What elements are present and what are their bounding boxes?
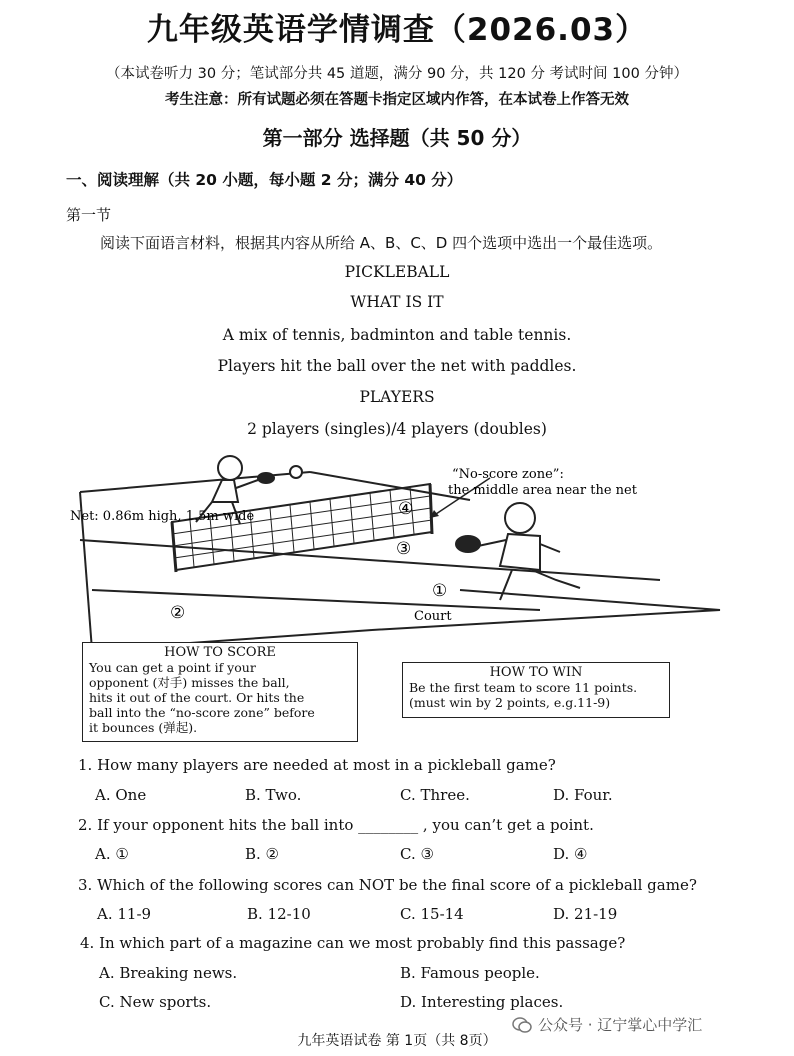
passage-desc-1: A mix of tennis, badminton and table tennis. <box>222 326 572 344</box>
how-to-score-box <box>82 642 358 742</box>
how-to-score-line: it bounces (弹起). <box>89 720 198 735</box>
question-4-option-a[interactable]: A. Breaking news. <box>99 964 238 982</box>
question-1-option-a[interactable]: A. One <box>95 786 147 804</box>
net-label: Net: 0.86m high, 1.5m wide <box>70 509 255 524</box>
question-2-stem: 2. If your opponent hits the ball into ________ , you can’t get a point. <box>78 816 594 834</box>
question-4-stem: 4. In which part of a magazine can we most probably find this passage? <box>80 934 626 952</box>
question-2-option-a[interactable]: A. ① <box>95 845 129 863</box>
exam-title: 九年级英语学情调查（2026.03） <box>146 12 648 48</box>
question-2-option-c[interactable]: C. ③ <box>400 845 434 863</box>
how-to-win-title: HOW TO WIN <box>489 665 583 680</box>
zone-mark-4: ④ <box>398 499 414 519</box>
exam-info-note: （本试卷听力 30 分；笔试部分共 45 道题，满分 90 分，共 120 分 考试时间 100 分钟） <box>106 66 688 82</box>
question-4-option-b[interactable]: B. Famous people. <box>400 964 540 982</box>
subsection-title: 第一节 <box>66 206 112 224</box>
passage-desc-2: Players hit the ball over the net with paddles. <box>217 357 577 375</box>
how-to-win-box <box>402 662 670 718</box>
watermark-text: 公众号 · 辽宁掌心中学汇 <box>538 1016 703 1034</box>
section-title: 一、阅读理解（共 20 小题，每小题 2 分；满分 40 分） <box>66 171 463 189</box>
passage-heading: PICKLEBALL <box>344 263 450 281</box>
part-title: 第一部分 选择题（共 50 分） <box>262 126 532 150</box>
court-label: Court <box>414 609 452 624</box>
question-1-option-b[interactable]: B. Two. <box>245 786 302 804</box>
page-footer: 九年英语试卷 第 1页（共 8页） <box>297 1033 497 1049</box>
zone-mark-2: ② <box>170 603 186 623</box>
question-1-stem: 1. How many players are needed at most in a pickleball game? <box>78 756 556 774</box>
no-score-zone-label: “No-score zone”: <box>452 467 564 482</box>
question-2-option-b[interactable]: B. ② <box>245 845 280 863</box>
what-is-it-heading: WHAT IS IT <box>350 293 444 311</box>
question-1-option-c[interactable]: C. Three. <box>400 786 470 804</box>
question-4-option-d[interactable]: D. Interesting places. <box>400 993 564 1011</box>
question-3-stem: 3. Which of the following scores can NOT be the final score of a pickleball game? <box>78 876 697 894</box>
exam-attention-note: 考生注意：所有试题必须在答题卡指定区域内作答，在本试卷上作答无效 <box>165 92 629 108</box>
no-score-zone-desc: the middle area near the net <box>448 483 637 498</box>
how-to-score-line: hits it out of the court. Or hits the <box>89 690 305 705</box>
players-heading: PLAYERS <box>359 388 435 406</box>
question-3-option-a[interactable]: A. 11-9 <box>97 905 152 923</box>
how-to-win-line: Be the first team to score 11 points. <box>409 680 638 695</box>
how-to-score-line: ball into the “no-score zone” before <box>89 705 315 720</box>
question-3-option-c[interactable]: C. 15-14 <box>400 905 464 923</box>
player-right <box>456 503 580 600</box>
question-3-option-d[interactable]: D. 21-19 <box>553 905 618 923</box>
net <box>172 484 432 572</box>
how-to-win-line: (must win by 2 points, e.g.11-9) <box>409 695 611 710</box>
question-2-option-d[interactable]: D. ④ <box>553 845 588 863</box>
players-text: 2 players (singles)/4 players (doubles) <box>247 420 547 438</box>
zone-mark-3: ③ <box>396 539 412 559</box>
how-to-score-line: opponent (对手) misses the ball, <box>89 675 290 690</box>
how-to-score-line: You can get a point if your <box>89 660 256 675</box>
question-1-option-d[interactable]: D. Four. <box>553 786 613 804</box>
question-4-option-c[interactable]: C. New sports. <box>99 993 212 1011</box>
zone-mark-1: ① <box>432 581 448 601</box>
question-3-option-b[interactable]: B. 12-10 <box>247 905 311 923</box>
how-to-score-title: HOW TO SCORE <box>164 645 276 660</box>
instruction: 阅读下面语言材料，根据其内容从所给 A、B、C、D 四个选项中选出一个最佳选项。 <box>100 234 663 252</box>
